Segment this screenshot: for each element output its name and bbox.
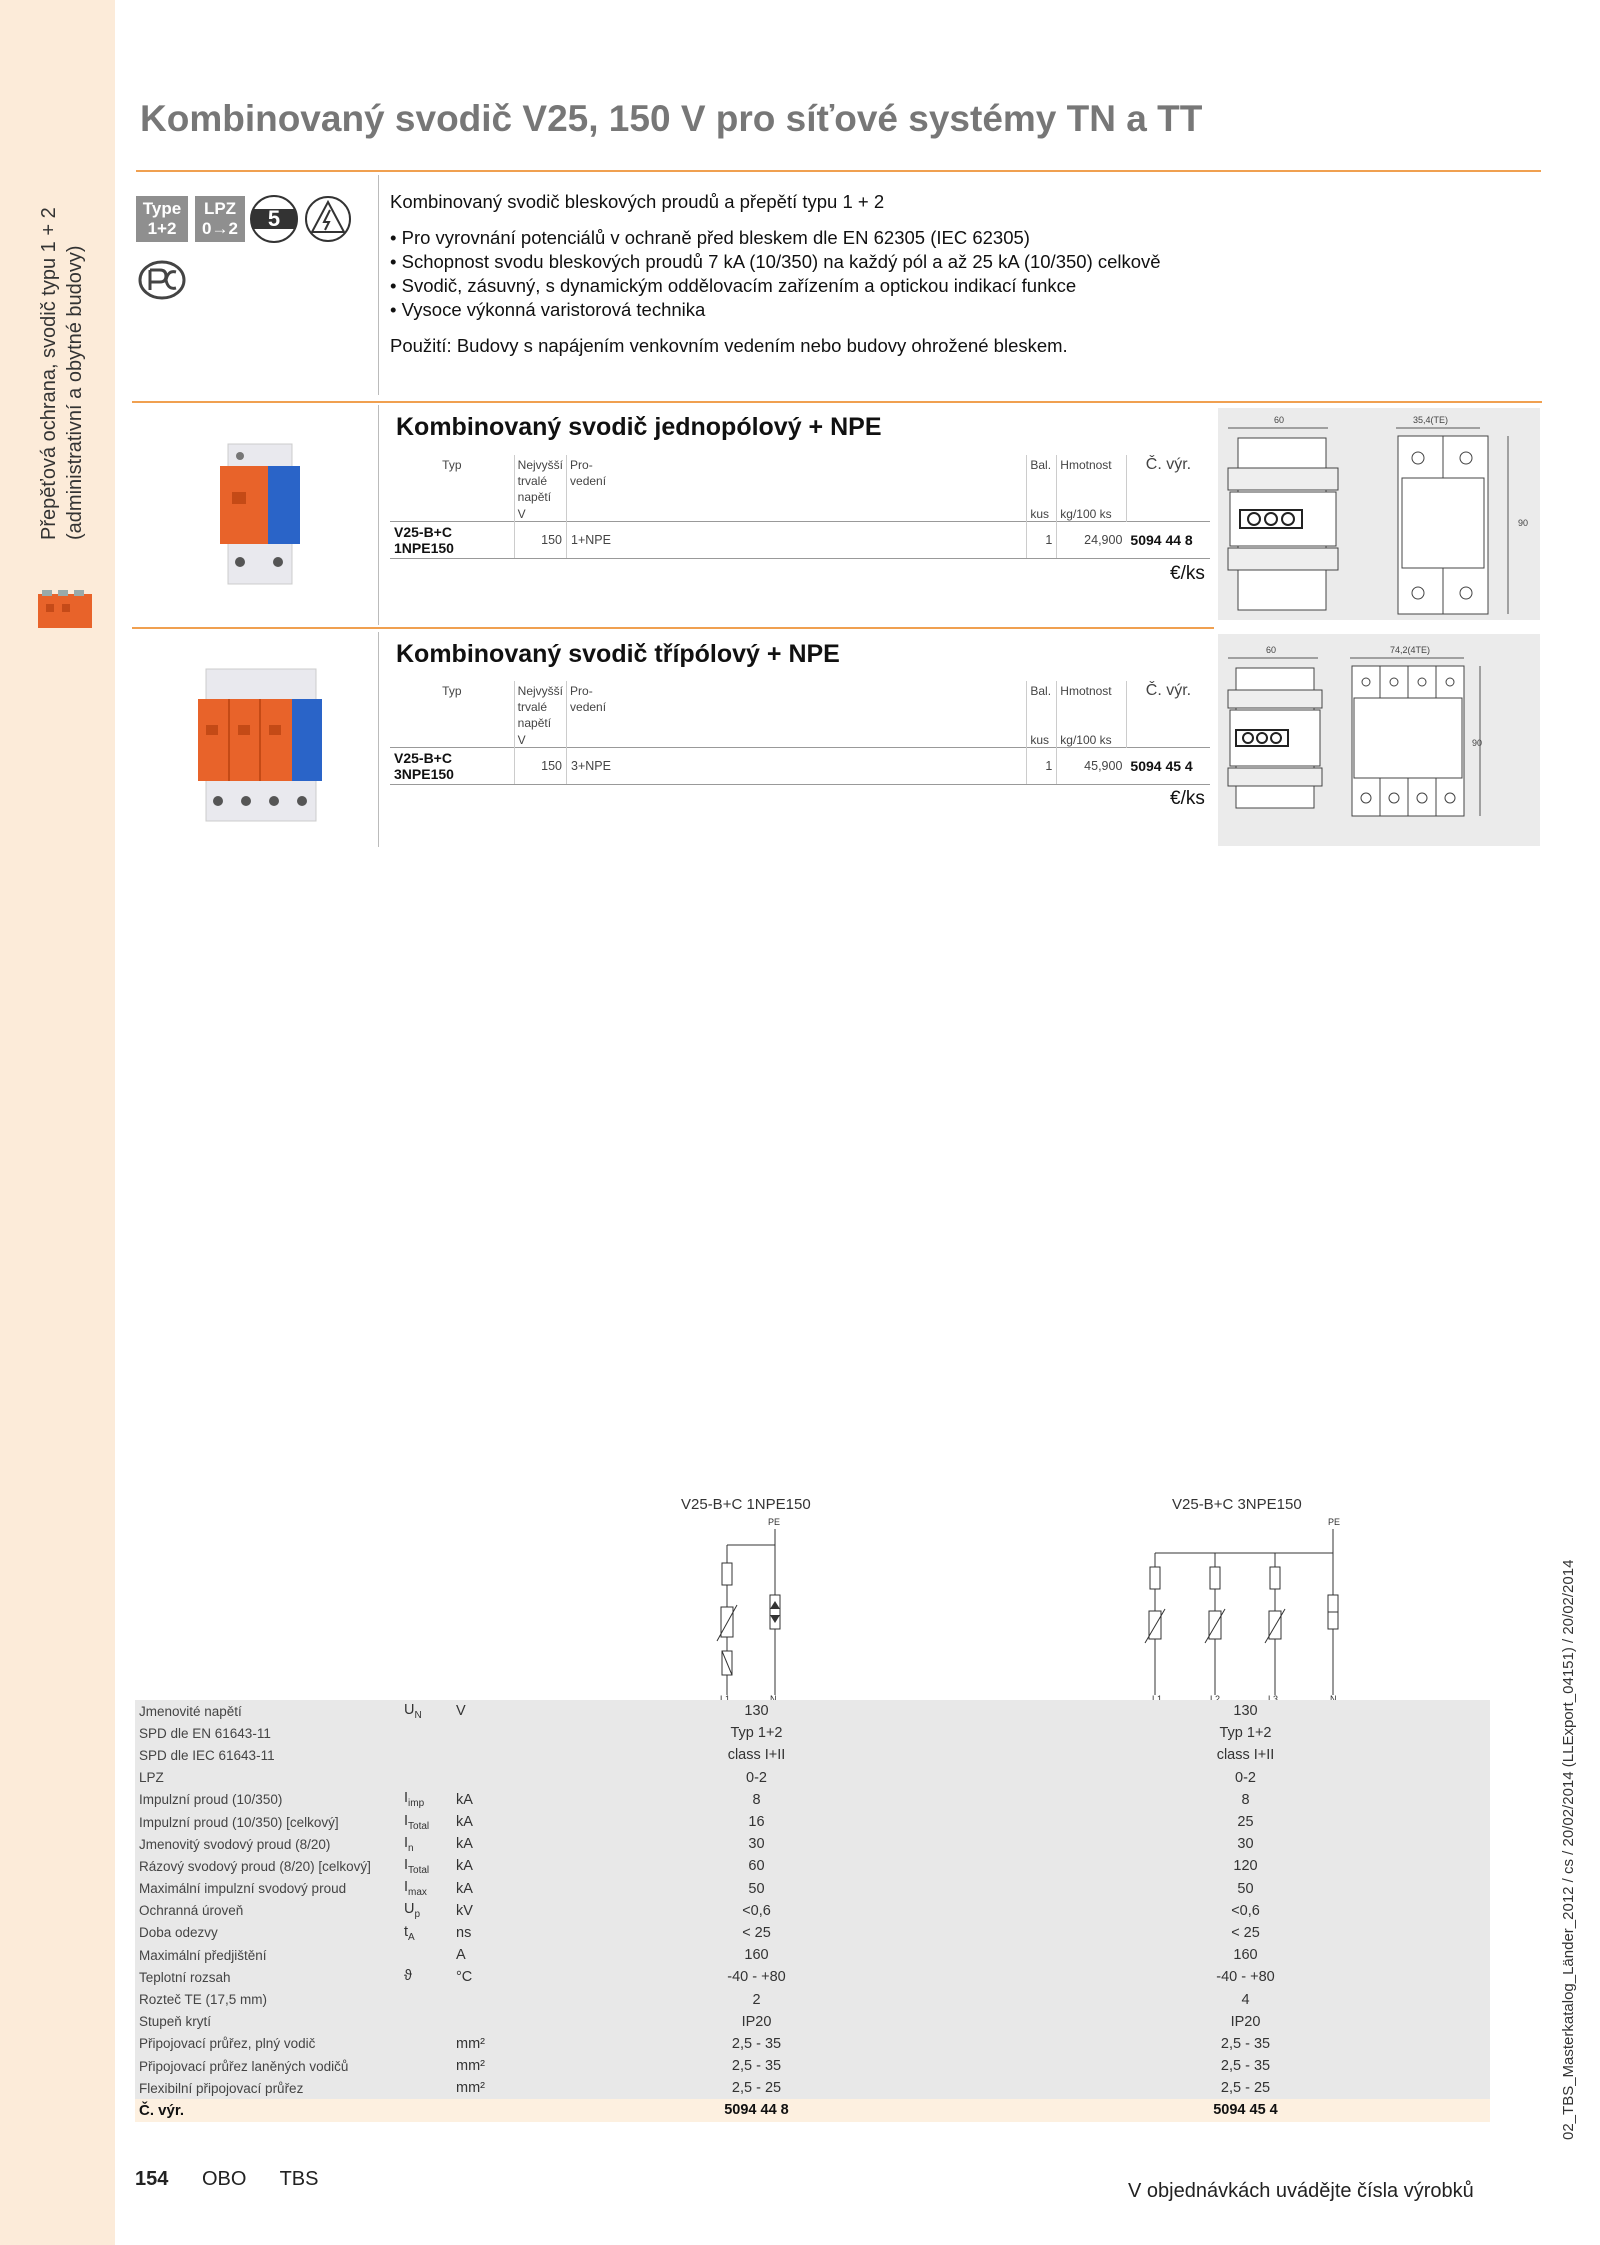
surge-protector-icon xyxy=(36,590,94,632)
dim-width-label: 60 xyxy=(1266,645,1277,655)
circuit-title-1npe: V25-B+C 1NPE150 xyxy=(681,1496,811,1513)
product-intro xyxy=(390,190,1260,358)
circuit-diagram-3npe xyxy=(1140,1515,1360,1705)
dim-height-label: 90 xyxy=(1518,518,1529,528)
n-label: N xyxy=(1330,1694,1337,1704)
table-row: SPD dle IEC 61643-11 class I+II class I+II xyxy=(135,1744,1490,1766)
column-divider xyxy=(378,405,379,625)
table-row: LPZ 0-2 0-2 xyxy=(135,1767,1490,1789)
certification-seal-icon xyxy=(304,194,352,244)
col-header-design: Pro-vedení xyxy=(567,455,615,507)
lpz-badge: LPZ 0→2 xyxy=(195,196,245,242)
col-header-voltage: Nejvyšší trvalé napětí xyxy=(514,681,566,733)
col-header-pack: Bal. xyxy=(1027,455,1057,507)
product-weight: 45,900 xyxy=(1057,748,1127,785)
section-divider xyxy=(132,627,1214,629)
price-unit: €/ks xyxy=(1170,788,1205,809)
specification-table xyxy=(135,1700,1490,2122)
table-row: Připojovací průřez laněných vodičů mm² 2,5 - 35 2,5 - 35 xyxy=(135,2055,1490,2077)
feature-item: • Svodič, zásuvný, s dynamickým oddělovacím zařízením a optickou indikací funkce xyxy=(390,274,1260,298)
unit-weight: kg/100 ks xyxy=(1057,733,1127,748)
feature-item: • Vysoce výkonná varistorová technika xyxy=(390,298,1260,322)
col-header-typ: Typ xyxy=(442,458,462,472)
circuit-diagram-1npe xyxy=(700,1515,800,1705)
product-design: 3+NPE xyxy=(567,748,615,785)
table-row: SPD dle EN 61643-11 Typ 1+2 Typ 1+2 xyxy=(135,1722,1490,1744)
table-row: Maximální předjištění A 160 160 xyxy=(135,1944,1490,1966)
col-header-typ: Typ xyxy=(442,684,462,698)
unit-voltage: V xyxy=(514,733,566,748)
pe-label: PE xyxy=(768,1517,781,1527)
product-photo-1npe xyxy=(210,440,310,590)
product-table-1npe xyxy=(390,455,1210,559)
section-divider xyxy=(132,401,1542,403)
table-row: Ochranná úroveň $U_p$ kV <0,6 <0,6 xyxy=(135,1900,1490,1922)
pe-label: PE xyxy=(1328,1517,1341,1527)
dim-width-label: 60 xyxy=(1274,415,1285,425)
page-number: 154 xyxy=(135,2168,169,2190)
title-divider xyxy=(136,170,1541,172)
table-row: Teplotní rozsah ϑ °C -40 - +80 -40 - +80 xyxy=(135,1966,1490,1988)
product-pack: 1 xyxy=(1027,522,1057,559)
col-header-weight: Hmotnost xyxy=(1057,681,1127,733)
unit-voltage: V xyxy=(514,507,566,522)
table-row: Připojovací průřez, plný vodič mm² 2,5 - 35 2,5 - 35 xyxy=(135,2033,1490,2055)
unit-weight: kg/100 ks xyxy=(1057,507,1127,522)
product-photo-3npe xyxy=(190,665,330,825)
table-row: Impulzní proud (10/350) [celkový] $I_{Total}$ kA 16 25 xyxy=(135,1811,1490,1833)
table-row: Jmenovité napětí $U_N$ V 130 130 xyxy=(135,1700,1490,1722)
table-row: Doba odezvy $t_A$ ns < 25 < 25 xyxy=(135,1922,1490,1944)
table-row: Rozteč TE (17,5 mm) 2 4 xyxy=(135,1988,1490,2010)
dimension-drawing-3npe xyxy=(1218,634,1540,846)
n-label: N xyxy=(770,1694,777,1704)
feature-item: • Pro vyrovnání potenciálů v ochraně před bleskem dle EN 62305 (IEC 62305) xyxy=(390,226,1260,250)
dim-height-label: 90 xyxy=(1472,738,1483,748)
dim-depth-label: 74,2(4TE) xyxy=(1390,645,1431,655)
footer-section: TBS xyxy=(279,2168,319,2190)
product-pack: 1 xyxy=(1027,748,1057,785)
feature-item: • Schopnost svodu bleskových proudů 7 kA (10/350) na každý pól a až 25 kA (10/350) celkově xyxy=(390,250,1260,274)
col-header-artno: Č. výr. xyxy=(1126,681,1210,733)
usage-note: Použití: Budovy s napájením venkovním vedením nebo budovy ohrožené bleskem. xyxy=(390,335,1068,356)
unit-pack: kus xyxy=(1027,733,1057,748)
unit-pack: kus xyxy=(1027,507,1057,522)
side-label-line1: Přepěťová ochrana, svodič typu 1 + 2 xyxy=(38,207,60,540)
table-row: Rázový svodový proud (8/20) [celkový] $I_{Total}$ kA 60 120 xyxy=(135,1855,1490,1877)
page-footer xyxy=(135,2168,347,2191)
table-row: Impulzní proud (10/350) $I_{imp}$ kA 8 8 xyxy=(135,1789,1490,1811)
product-table-3npe xyxy=(390,681,1210,785)
l1-label: L1 xyxy=(720,1694,731,1704)
product-artno: 5094 45 4 xyxy=(1126,748,1210,785)
feature-list xyxy=(390,226,1260,322)
product-design: 1+NPE xyxy=(567,522,615,559)
footer-brand: OBO xyxy=(201,2168,247,2190)
column-divider xyxy=(378,175,379,395)
gost-certification-icon xyxy=(136,258,188,302)
dimension-drawing-1npe xyxy=(1218,408,1540,620)
product-voltage: 150 xyxy=(514,748,566,785)
product-weight: 24,900 xyxy=(1057,522,1127,559)
table-row: Flexibilní připojovací průřez mm² 2,5 - 25 2,5 - 25 xyxy=(135,2077,1490,2099)
product-artno: 5094 44 8 xyxy=(1126,522,1210,559)
intro-lead: Kombinovaný svodič bleskových proudů a přepětí typu 1 + 2 xyxy=(390,191,885,212)
svg-text:5: 5 xyxy=(267,206,281,231)
product-voltage: 150 xyxy=(514,522,566,559)
product-title-3npe: Kombinovaný svodič třípólový + NPE xyxy=(396,640,840,668)
product-typ: V25-B+C 1NPE150 xyxy=(390,522,514,559)
col-header-pack: Bal. xyxy=(1027,681,1057,733)
warranty-5-years-icon xyxy=(248,194,300,244)
col-header-design: Pro-vedení xyxy=(567,681,615,733)
product-title-1npe: Kombinovaný svodič jednopólový + NPE xyxy=(396,413,882,441)
l2-label: L2 xyxy=(1210,1694,1221,1704)
product-typ: V25-B+C 3NPE150 xyxy=(390,748,514,785)
table-row: Stupeň krytí IP20 IP20 xyxy=(135,2011,1490,2033)
catalog-metadata: 02_TBS_Masterkatalog_Länder_2012 / cs / 20/02/2014 (LLExport_04151) / 20/02/2014 xyxy=(1560,1559,1577,2140)
table-row-artno: Č. výr. 5094 44 8 5094 45 4 xyxy=(135,2099,1490,2121)
table-row xyxy=(390,522,1210,559)
page-title: Kombinovaný svodič V25, 150 V pro síťové systémy TN a TT xyxy=(140,98,1203,139)
side-label-line2: (administrativní a obytné budovy) xyxy=(64,245,86,540)
footer-order-note: V objednávkách uvádějte čísla výrobků xyxy=(1128,2180,1474,2202)
l3-label: L3 xyxy=(1268,1694,1279,1704)
table-row xyxy=(390,748,1210,785)
col-header-artno: Č. výr. xyxy=(1126,455,1210,507)
col-header-weight: Hmotnost xyxy=(1057,455,1127,507)
column-divider xyxy=(378,632,379,847)
table-row: Maximální impulzní svodový proud $I_{max}$ kA 50 50 xyxy=(135,1878,1490,1900)
price-unit: €/ks xyxy=(1170,563,1205,584)
type-badge: Type 1+2 xyxy=(136,196,188,242)
table-row: Jmenovitý svodový proud (8/20) $I_n$ kA 30 30 xyxy=(135,1833,1490,1855)
side-section-label xyxy=(36,120,88,540)
dim-depth-label: 35,4(TE) xyxy=(1413,415,1449,425)
l1-label: L1 xyxy=(1152,1694,1163,1704)
col-header-voltage: Nejvyšší trvalé napětí xyxy=(514,455,566,507)
circuit-title-3npe: V25-B+C 3NPE150 xyxy=(1172,1496,1302,1513)
